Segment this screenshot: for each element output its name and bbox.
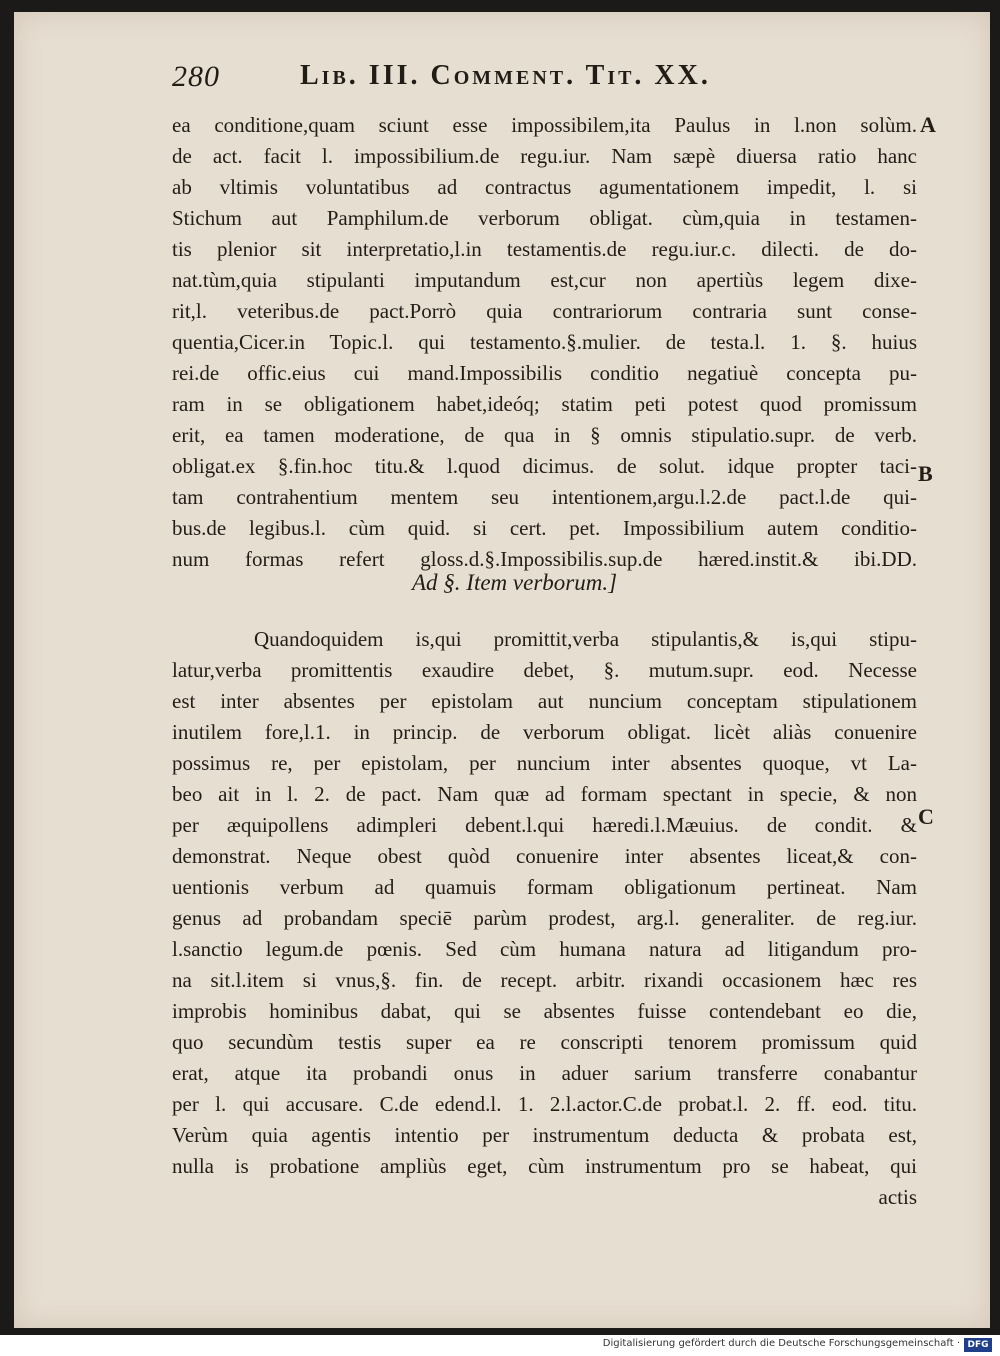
catchword: actis	[878, 1185, 917, 1209]
text-line: tam contrahentium mentem seu intentionem,argu.l.2.de pact.l.de qui-	[172, 485, 917, 509]
running-header	[172, 56, 932, 104]
text-line: ram in se obligationem habet,ideóq; statim peti potest quod promissum	[172, 392, 917, 416]
text-line: erit, ea tamen moderatione, de qua in § omnis stipulatio.supr. de verb.	[172, 423, 917, 447]
page-number: 280	[172, 60, 220, 93]
running-title: Lib. III. Comment. Tit. XX.	[300, 60, 711, 91]
text-line: demonstrat. Neque obest quòd conuenire inter absentes liceat,& con-	[172, 844, 917, 868]
text-line: uentionis verbum ad quamuis formam obligationum pertineat. Nam	[172, 875, 917, 899]
text-line: Quandoquidem is,qui promittit,verba stipulantis,& is,qui stipu-	[254, 627, 917, 651]
dfg-logo: DFG	[964, 1338, 992, 1352]
text-line: improbis hominibus dabat, qui se absentes fuisse contendebant eo die,	[172, 999, 917, 1023]
text-line: possimus re, per epistolam, per nuncium inter absentes quoque, vt La-	[172, 751, 917, 775]
text-line: l.sanctio legum.de pœnis. Sed cùm humana natura ad litigandum pro-	[172, 937, 917, 961]
text-line: rei.de offic.eius cui mand.Impossibilis conditio negatiuè concepta pu-	[172, 361, 917, 385]
text-line: quentia,Cicer.in Topic.l. qui testamento.§.mulier. de testa.l. 1. §. huius	[172, 330, 917, 354]
margin-letter-b: B	[918, 461, 933, 486]
digitization-footer	[0, 1335, 1000, 1356]
paragraph-2	[172, 624, 917, 1213]
text-line: ab vltimis voluntatibus ad contractus agumentationem impedit, l. si	[172, 175, 917, 199]
funding-credit: Digitalisierung gefördert durch die Deutsche Forschungsgemeinschaft ·	[602, 1338, 960, 1349]
paragraph-1	[172, 110, 917, 575]
text-line: latur,verba promittentis exaudire debet, §. mutum.supr. eod. Necesse	[172, 658, 917, 682]
text-line: per l. qui accusare. C.de edend.l. 1. 2.l.actor.C.de probat.l. 2. ff. eod. titu.	[172, 1092, 917, 1116]
margin-letter-a: A	[920, 112, 936, 137]
section-heading: Ad §. Item verborum.]	[412, 570, 618, 595]
text-line: Stichum aut Pamphilum.de verborum obligat. cùm,quia in testamen-	[172, 206, 917, 230]
text-line: quo secundùm testis super ea re conscripti tenorem promissum quid	[172, 1030, 917, 1054]
text-line: inutilem fore,l.1. in princip. de verborum obligat. licèt aliàs conuenire	[172, 720, 917, 744]
text-line: per æquipollens adimpleri debent.l.qui hæredi.l.Mæuius. de condit. &	[172, 813, 917, 837]
text-line: Verùm quia agentis intentio per instrumentum deducta & probata est,	[172, 1123, 917, 1147]
text-line: tis plenior sit interpretatio,l.in testamentis.de regu.iur.c. dilecti. de do-	[172, 237, 917, 261]
text-line: beo ait in l. 2. de pact. Nam quæ ad formam spectant in specie, & non	[172, 782, 917, 806]
text-line: est inter absentes per epistolam aut nuncium conceptam stipulationem	[172, 689, 917, 713]
text-line: obligat.ex §.fin.hoc titu.& l.quod dicimus. de solut. idque propter taci-	[172, 454, 917, 478]
text-line: de act. facit l. impossibilium.de regu.iur. Nam sæpè diuersa ratio hanc	[172, 144, 917, 168]
text-line: ea conditione,quam sciunt esse impossibilem,ita Paulus in l.non solùm.	[172, 113, 917, 137]
text-line: nat.tùm,quia stipulanti imputandum est,cur non apertiùs legem dixe-	[172, 268, 917, 292]
text-line: bus.de legibus.l. cùm quid. si cert. pet. Impossibilium autem conditio-	[172, 516, 917, 540]
text-line: genus ad probandam speciē parùm prodest, arg.l. generaliter. de reg.iur.	[172, 906, 917, 930]
text-line: num formas refert gloss.d.§.Impossibilis.sup.de hæred.instit.& ibi.DD.	[172, 547, 917, 571]
text-line: erat, atque ita probandi onus in aduer sarium transferre conabantur	[172, 1061, 917, 1085]
text-line: rit,l. veteribus.de pact.Porrò quia contrariorum contraria sunt conse-	[172, 299, 917, 323]
text-line: nulla is probatione ampliùs eget, cùm instrumentum pro se habeat, qui	[172, 1154, 917, 1178]
text-line: na sit.l.item si vnus,§. fin. de recept. arbitr. rixandi occasionem hæc res	[172, 968, 917, 992]
margin-letter-c: C	[918, 804, 934, 829]
